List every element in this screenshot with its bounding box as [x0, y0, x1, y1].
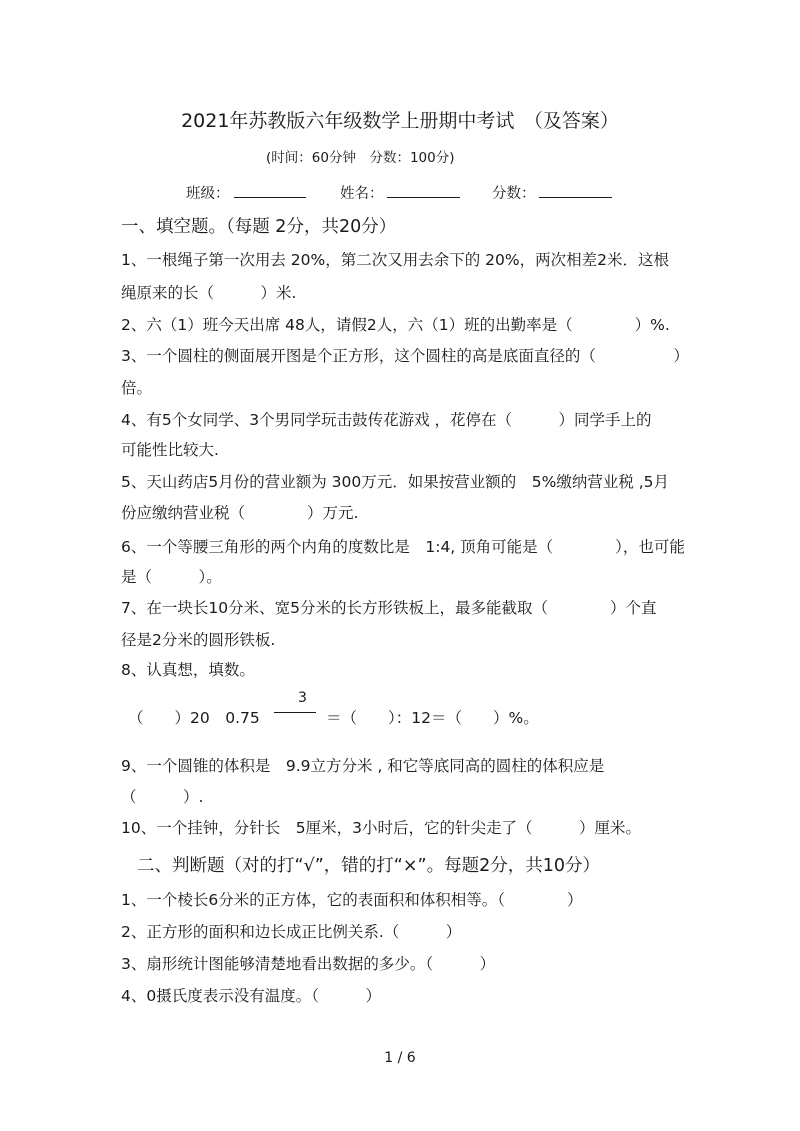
- class-label: 班级：: [186, 186, 230, 202]
- question-line: 倍。: [121, 379, 153, 397]
- question-line: 2、正方形的面积和边长成正比例关系.（ ）: [121, 923, 462, 941]
- question-line: 4、有5个女同学、3个男同学玩击鼓传花游戏 ，花停在（ ）同学手上的: [121, 411, 652, 429]
- question-line: 份应缴纳营业税（ ）万元.: [121, 504, 359, 522]
- score-label: 分数：: [492, 186, 536, 202]
- q8-left-part: （ ）20 0.75: [128, 709, 260, 727]
- score-blank: [539, 197, 612, 198]
- exam-subtitle: (时间：60分钟 分数：100分): [266, 150, 455, 166]
- name-label: 姓名：: [340, 186, 384, 202]
- section-2-heading: 二、判断题（对的打“√”，错的打“×”。每题2分，共10分）: [137, 856, 600, 876]
- question-line: 4、0摄氏度表示没有温度。（ ）: [121, 987, 381, 1005]
- question-line: 是（ ）。: [121, 568, 222, 586]
- question-line: 3、一个圆柱的侧面展开图是个正方形，这个圆柱的高是底面直径的（ ）: [121, 347, 689, 365]
- fraction-numerator: 3: [298, 690, 307, 706]
- question-line: 3、扇形统计图能够清楚地看出数据的多少。（ ）: [121, 955, 496, 973]
- question-line: 6、一个等腰三角形的两个内角的度数比是 1:4, 顶角可能是（ ），也可能: [121, 538, 685, 556]
- question-line: 2、六（1）班今天出席 48人，请假2人，六（1）班的出勤率是（ ）%.: [121, 316, 670, 334]
- fraction-bar: [274, 712, 316, 713]
- q8-right-part: ＝（ ）：12＝（ ）%。: [326, 709, 539, 727]
- question-line: 1、一根绳子第一次用去 20%，第二次又用去余下的 20%，两次相差2米．这根: [121, 251, 669, 269]
- section-1-heading: 一、填空题。（每题 2分，共20分）: [121, 217, 397, 237]
- class-blank: [234, 197, 306, 198]
- name-blank: [387, 197, 460, 198]
- page-number: 1 / 6: [384, 1050, 416, 1066]
- exam-title: 2021年苏教版六年级数学上册期中考试 （及答案）: [181, 110, 619, 132]
- question-line: 10、一个挂钟，分针长 5厘米，3小时后，它的针尖走了（ ）厘米。: [121, 819, 641, 837]
- question-line: 1、一个棱长6分米的正方体，它的表面积和体积相等。（ ）: [121, 891, 583, 909]
- question-line: 可能性比较大.: [121, 441, 219, 459]
- question-line: 绳原来的长（ ）米.: [121, 284, 297, 302]
- question-line: 7、在一块长10分米、宽5分米的长方形铁板上，最多能截取（ ）个直: [121, 599, 657, 617]
- question-line: 5、天山药店5月份的营业额为 300万元．如果按营业额的 5%缴纳营业税 ,5月: [121, 473, 670, 491]
- question-line: 径是2分米的圆形铁板.: [121, 631, 276, 649]
- question-line: 8、认真想，填数。: [121, 661, 255, 679]
- question-line: 9、一个圆锥的体积是 9.9立方分米 , 和它等底同高的圆柱的体积应是: [121, 757, 605, 775]
- question-line: （ ）.: [121, 788, 204, 806]
